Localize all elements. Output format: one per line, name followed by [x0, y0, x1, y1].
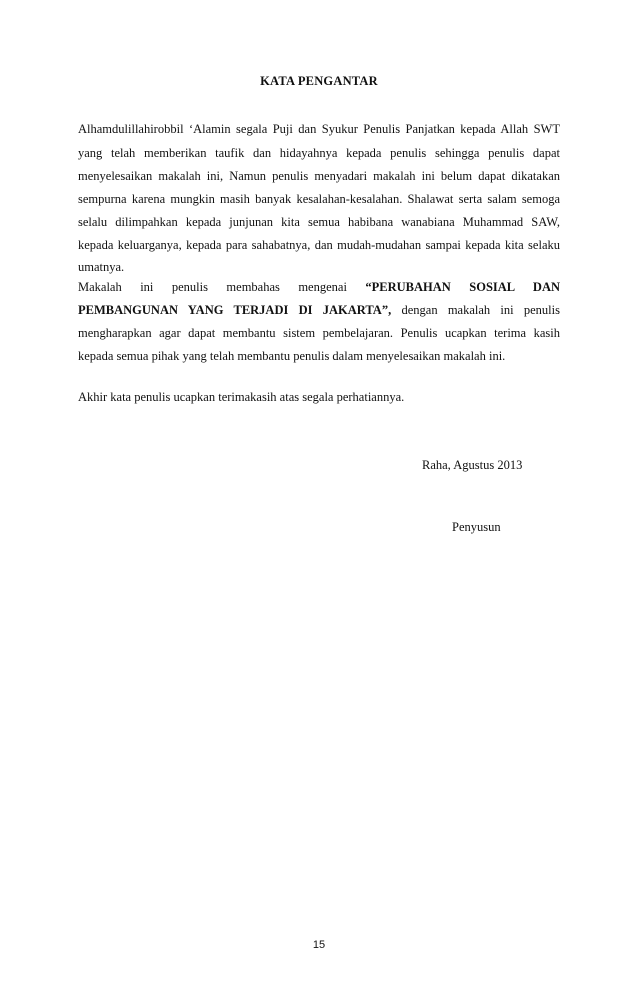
paragraph-1-line: menyelesaikan makalah ini, Namun penulis menyadari makalah ini belum dapat dikatakan — [78, 169, 560, 183]
paragraph-1-line: yang telah memberikan taufik dan hidayahnya kepada penulis sehingga penulis dapat — [78, 146, 560, 160]
paragraph-1-line: Alhamdulillahirobbil ‘Alamin segala Puji dan Syukur Penulis Panjatkan kepada Allah SWT — [78, 122, 560, 136]
signature-place-date: Raha, Agustus 2013 — [422, 458, 523, 472]
paragraph-2-line-4: kepada semua pihak yang telah membantu penulis dalam menyelesaikan makalah ini. — [78, 349, 506, 363]
signature-role: Penyusun — [452, 520, 501, 534]
paragraph-1-line: kepada keluarganya, kepada para sahabatnya, dan mudah-mudahan sampai kepada kita selaku — [78, 238, 560, 252]
page-title: KATA PENGANTAR — [260, 74, 378, 88]
paragraph-2-line-2 — [78, 302, 560, 318]
paragraph-2-plain: Makalah ini penulis membahas mengenai — [78, 280, 347, 294]
paragraph-1-line: selalu dilimpahkan kepada junjunan kita semua habibana wanabiana Muhammad SAW, — [78, 215, 560, 229]
paragraph-2-line-3: mengharapkan agar dapat membantu sistem pembelajaran. Penulis ucapkan terima kasih — [78, 326, 560, 340]
paragraph-2-plain: dengan makalah ini penulis — [401, 303, 560, 317]
paragraph-2-bold: PEMBANGUNAN YANG TERJADI DI JAKARTA”, — [78, 303, 392, 317]
paragraph-2-bold: “PERUBAHAN SOSIAL DAN — [365, 280, 560, 294]
paragraph-2-line-1 — [78, 279, 560, 295]
page-number: 15 — [312, 939, 326, 951]
paragraph-1-line: umatnya. — [78, 260, 125, 274]
paragraph-1-line: sempurna karena mungkin masih banyak kesalahan-kesalahan. Shalawat serta salam semoga — [78, 192, 560, 206]
closing-paragraph: Akhir kata penulis ucapkan terimakasih atas segala perhatiannya. — [78, 390, 405, 404]
